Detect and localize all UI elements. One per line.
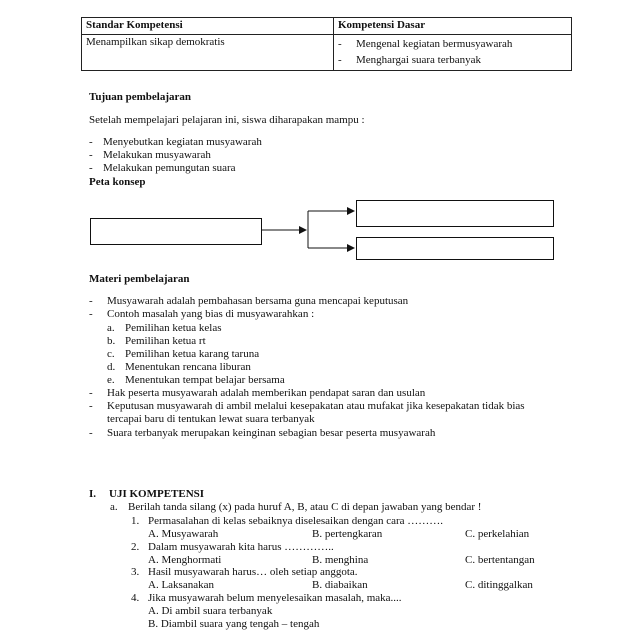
materi-item-4: - Keputusan musyawarah di ambil melalui kesepakatan atau mufakat jika kesepakatan tidak bias — [89, 400, 525, 412]
materi-item-1: - Musyawarah adalah pembahasan bersama guna mencapai keputusan — [89, 295, 409, 307]
uji-number: I. — [89, 488, 97, 500]
materi-sub-d: d. Menentukan rencana liburan — [107, 361, 251, 373]
question-1-num: 1. — [131, 515, 140, 527]
question-2-option-a: A. Menghormati — [148, 554, 222, 566]
question-2-option-b: B. menghina — [312, 554, 369, 566]
uji-title: UJI KOMPETENSI — [109, 488, 205, 500]
question-2-text: Dalam musyawarah kita harus ………….. — [148, 541, 334, 553]
materi-item-3: - Hak peserta musyawarah adalah memberikan pendapat saran dan usulan — [89, 387, 426, 399]
question-2-option-c: C. bertentangan — [465, 554, 535, 566]
tujuan-intro: Setelah mempelajari pelajaran ini, siswa diharapakan mampu : — [89, 114, 365, 126]
kd-item-2: Menghargai suara terbanyak — [356, 54, 482, 66]
question-4-num: 4. — [131, 592, 140, 604]
peta-konsep-title: Peta konsep — [89, 176, 146, 188]
question-4-text: Jika musyawarah belum menyelesaikan masalah, maka.... — [148, 592, 402, 604]
materi-item-5: - Suara terbanyak merupakan keinginan sebagian besar peserta musyawarah — [89, 427, 436, 439]
question-3-option-a: A. Laksanakan — [148, 579, 214, 591]
question-4-option-b: B. Diambil suara yang tengah – tengah — [148, 618, 320, 630]
materi-item-2: - Contoh masalah yang bias di musyawarahkan : — [89, 308, 315, 320]
question-3-text: Hasil musyawarah harus… oleh setiap anggota. — [148, 566, 358, 578]
tujuan-item-2: - Melakukan musyawarah — [89, 149, 211, 161]
question-1-option-c: C. perkelahian — [465, 528, 530, 540]
question-3-option-b: B. diabaikan — [312, 579, 368, 591]
tujuan-item-3: - Melakukan pemungutan suara — [89, 162, 236, 174]
materi-sub-a: a. Pemilihan ketua kelas — [107, 322, 222, 334]
tujuan-title: Tujuan pembelajaran — [89, 91, 191, 103]
tujuan-item-1: - Menyebutkan kegiatan musyawarah — [89, 136, 262, 148]
materi-sub-e: e. Menentukan tempat belajar bersama — [107, 374, 285, 386]
question-1-option-b: B. pertengkaran — [312, 528, 383, 540]
materi-sub-c: c. Pemilihan ketua karang taruna — [107, 348, 260, 360]
question-3-option-c: C. ditinggalkan — [465, 579, 533, 591]
cell-kompetensi-dasar: - Mengenal kegiatan bermusyawarah - Menghargai suara terbanyak — [334, 35, 572, 71]
materi-title: Materi pembelajaran — [89, 273, 190, 285]
uji-instruction: Berilah tanda silang (x) pada huruf A, B, atau C di depan jawaban yang bendar ! — [128, 501, 482, 513]
uji-instr-letter: a. — [110, 501, 118, 513]
kd-item-1: Mengenal kegiatan bermusyawarah — [356, 38, 513, 50]
header-standar-kompetensi: Standar Kompetensi — [82, 18, 334, 35]
question-3-num: 3. — [131, 566, 140, 578]
materi-sub-b: b. Pemilihan ketua rt — [107, 335, 206, 347]
cell-standar-kompetensi: Menampilkan sikap demokratis — [82, 35, 334, 71]
question-1-text: Permasalahan di kelas sebaiknya diselesaikan dengan cara ………. — [148, 515, 444, 527]
question-4-option-a: A. Di ambil suara terbanyak — [148, 605, 273, 617]
materi-item-4-cont: tercapai baru di tentukan lewat suara terbanyak — [107, 413, 315, 425]
question-2-num: 2. — [131, 541, 140, 553]
question-1-option-a: A. Musyawarah — [148, 528, 219, 540]
header-kompetensi-dasar: Kompetensi Dasar — [334, 18, 572, 35]
